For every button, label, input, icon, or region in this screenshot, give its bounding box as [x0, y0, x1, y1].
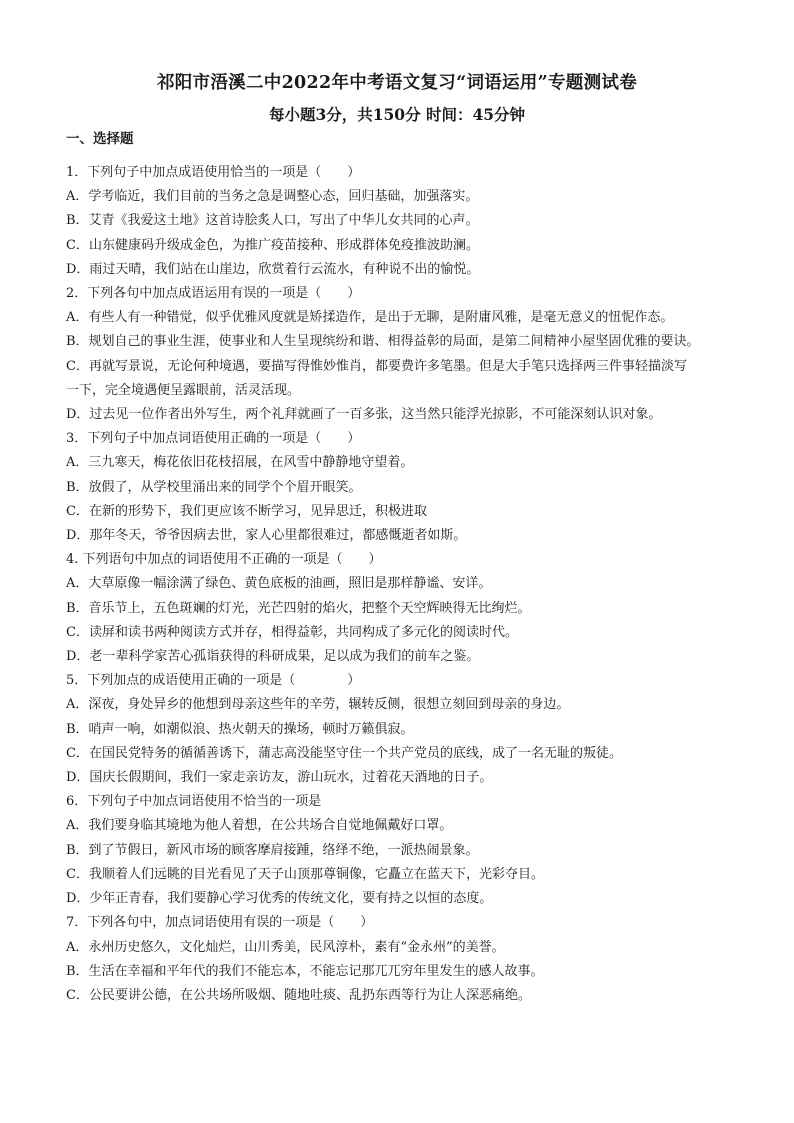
- question-5: [66, 669, 742, 790]
- option-b: B．规划自己的事业生涯，使事业和人生呈现缤纷和谐、相得益彰的局面，是第二间精神小屋坚固优雅的要诀。: [66, 334, 700, 350]
- option-c: C．公民要讲公德，在公共场所吸烟、随地吐痰、乱扔东西等行为让人深恶痛绝。: [66, 987, 531, 1003]
- question-1: [66, 161, 742, 282]
- question-stem: 1．下列句子中加点成语使用恰当的一项是（ ）: [66, 165, 361, 180]
- question-stem: 5．下列加点的成语使用正确的一项是（ ）: [66, 673, 361, 689]
- question-list: [66, 161, 742, 1008]
- option-a: A．学考临近，我们目前的当务之急是调整心态，回归基础，加强落实。: [66, 189, 479, 205]
- option-b: B．生活在幸福和平年代的我们不能忘本，不能忘记那兀兀穷年里发生的感人故事。: [66, 963, 544, 979]
- question-stem: 6．下列句子中加点词语使用不恰当的一项是: [66, 794, 322, 810]
- question-stem: 3．下列句子中加点词语使用正确的一项是（ ）: [66, 431, 361, 447]
- question-stem: 2．下列各句中加点成语运用有误的一项是（ ）: [66, 286, 361, 302]
- option-c: C．读屏和读书两种阅读方式并存，相得益彰，共同构成了多元化的阅读时代。: [66, 624, 518, 640]
- option-c: C．在国民党特务的循循善诱下，蒲志高没能坚守住一个共产党员的底线，成了一名无耻的叛徒。: [66, 745, 622, 761]
- option-c: C．再就写景说，无论何种境遇，要描写得惟妙惟肖，都要费许多笔墨。但是大手笔只选择两三件事轻描淡写: [66, 358, 687, 374]
- option-a: A．有些人有一种错觉，似乎优雅风度就是矫揉造作，是出于无聊，是附庸风雅，是毫无意义的忸怩作态。: [66, 310, 674, 326]
- page-subtitle: 每小题3分，共150分 时间：45分钟: [268, 105, 526, 124]
- question-stem: 7．下列各句中，加点词语使用有误的一项是（ ）: [66, 915, 374, 931]
- option-c: C．山东健康码升级成金色，为推广疫苗接种、形成群体免疫推波助澜。: [66, 237, 479, 253]
- option-a: A．大草原像一幅涂满了绿色、黄色底板的油画，照旧是那样静谧、安详。: [66, 576, 492, 592]
- option-d: D．雨过天晴，我们站在山崖边，欣赏着行云流水，有种说不出的愉悦。: [66, 261, 480, 277]
- option-d: D．少年正青春，我们要静心学习优秀的传统文化，要有持之以恒的态度。: [66, 891, 493, 907]
- question-4: [66, 548, 742, 669]
- question-2: [66, 282, 742, 427]
- option-c: C．我顺着人们远眺的目光看见了天子山顶那尊铜像，它矗立在蓝天下，光彩夺目。: [66, 866, 544, 882]
- option-c: C．在新的形势下，我们更应该不断学习，见异思迁，积极进取: [66, 503, 427, 519]
- option-b: B．艾青《我爱这土地》这首诗脍炙人口，写出了中华儿女共同的心声。: [66, 213, 479, 229]
- option-b: B．哨声一响，如潮似浪、热火朝天的操场，顿时万籁俱寂。: [66, 721, 414, 737]
- option-b: B．放假了，从学校里涌出来的同学个个眉开眼笑。: [66, 479, 362, 495]
- option-a: A．深夜，身处异乡的他想到母亲这些年的辛劳，辗转反侧，很想立刻回到母亲的身边。: [66, 697, 570, 713]
- option-c-continued: 一下，完全境遇便呈露眼前，活灵活现。: [66, 382, 301, 398]
- option-a: A．三九寒天，梅花依旧花枝招展，在风雪中静静地守望着。: [66, 455, 414, 471]
- option-d: D．老一辈科学家苦心孤诣获得的科研成果，足以成为我们的前车之鉴。: [66, 649, 480, 665]
- option-b: B．到了节假日，新风市场的顾客摩肩接踵，络绎不绝，一派热闹景象。: [66, 842, 479, 858]
- option-a: A．我们要身临其境地为他人着想，在公共场合自觉地佩戴好口罩。: [66, 818, 453, 834]
- option-d: D．过去见一位作者出外写生，两个礼拜就画了一百多张，这当然只能浮光掠影，不可能深刻认识对象。: [66, 407, 662, 423]
- question-7: [66, 911, 742, 1008]
- page-title: 祁阳市浯溪二中2022年中考语文复习“词语运用”专题测试卷: [156, 73, 638, 93]
- question-stem: 4. 下列语句中加点的词语使用不正确的一项是（ ）: [66, 552, 382, 568]
- option-a: A．永州历史悠久，文化灿烂，山川秀美，民风淳朴，素有“金永州”的美誉。: [66, 939, 505, 955]
- option-d: D．国庆长假期间，我们一家走亲访友，游山玩水，过着花天酒地的日子。: [66, 770, 493, 786]
- option-b: B．音乐节上，五色斑斓的灯光，光芒四射的焰火，把整个天空辉映得无比绚烂。: [66, 600, 531, 616]
- section-heading: 一、选择题: [66, 131, 134, 147]
- question-6: [66, 790, 742, 911]
- question-3: [66, 427, 742, 548]
- option-d: D．那年冬天，爷爷因病去世，家人心里都很难过，都感慨逝者如斯。: [66, 528, 467, 544]
